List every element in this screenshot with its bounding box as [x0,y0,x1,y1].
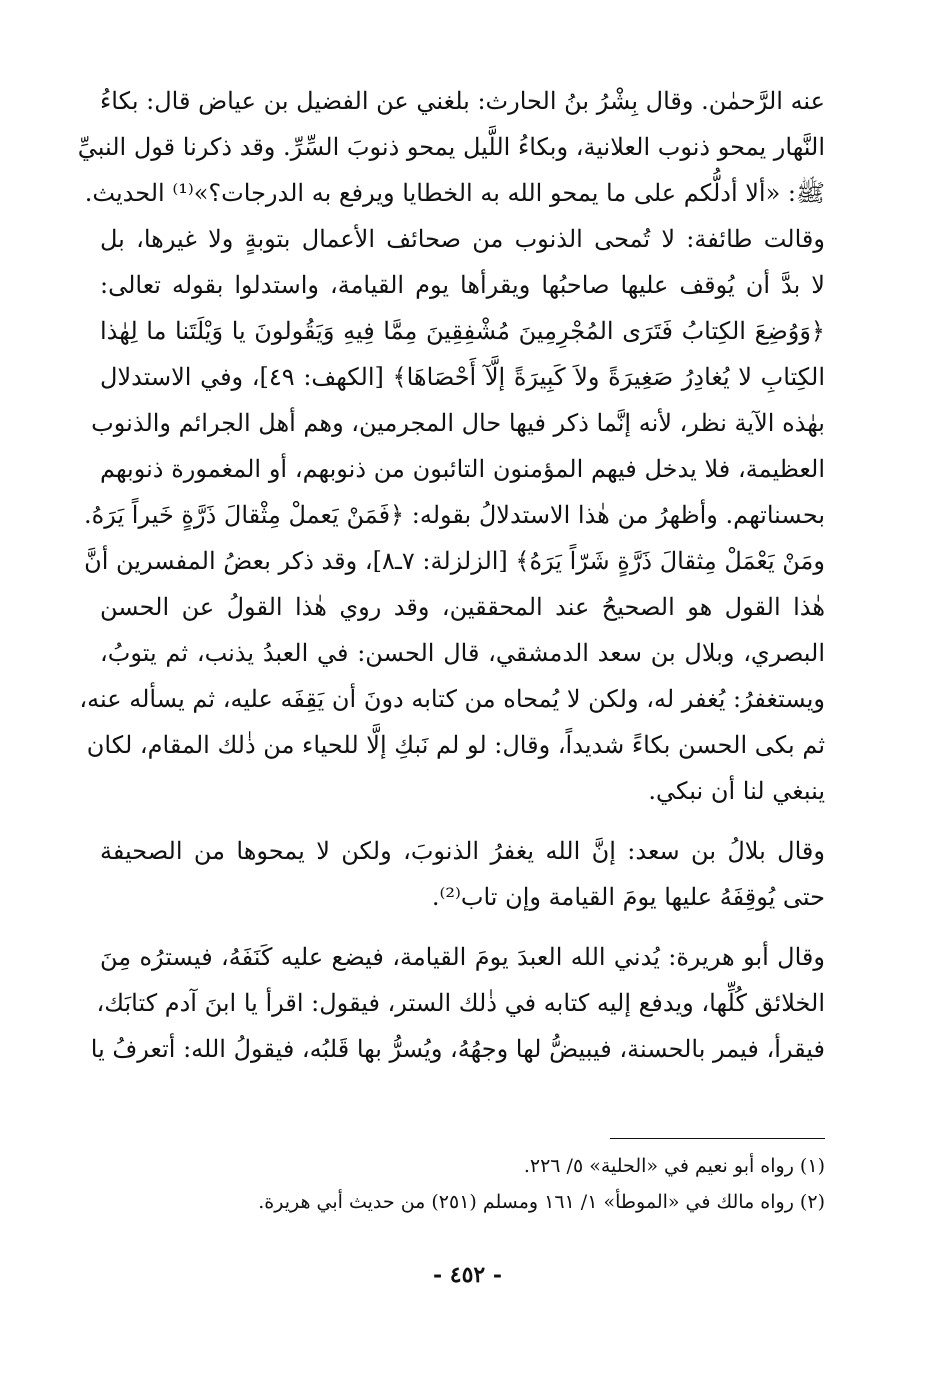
footnote-divider [610,1138,825,1139]
text-line: ثم بكى الحسن بكاءً شديداً، وقال: لو لم نَبكِ إلَّا للحياء من ذٰلك المقام، لكان [86,731,825,759]
text-line: البصري، وبلال بن سعد الدمشقي، قال الحسن: في العبدُ يذنب، ثم يتوبُ، [100,639,825,667]
text-line: النَّهار يمحو ذنوب العلانية، وبكاءُ اللَّيل يمحو ذنوبَ السِّرِّ. وقد ذكرنا قول النبيِّ [77,133,825,161]
text-line: ويستغفرُ: يُغفر له، ولكن لا يُمحاه من كتابه دونَ أن يَقِفَه عليه، ثم يسأله عنه، [79,685,825,713]
text-line: بحسناتهم. وأظهرُ من هٰذا الاستدلالُ بقوله: ﴿فَمَنْ يَعملْ مِثْقالَ ذَرَّةٍ خَيراً يَرَهُ. [84,501,825,529]
paragraph-1 [77,78,825,216]
text-line: عنه الرَّحمٰن. وقال بِشْرُ بنُ الحارث: بلغني عن الفضيل بن عياض قال: بكاءُ [99,87,825,115]
paragraph-4 [90,934,825,1072]
page-number: - ٤٥٢ - [432,1262,503,1288]
text-line: ومَنْ يَعْمَلْ مِثقالَ ذَرَّةٍ شَرّاً يَرَهُ﴾ [الزلزلة: ٧ـ٨]، وقد ذكر بعضُ المفسرين أنَّ [84,547,825,575]
paragraph-2 [79,216,825,814]
text-line: الخلائق كُلِّها، ويدفع إليه كتابه في ذٰلك الستر، فيقول: اقرأ يا ابنَ آدم كتابَك، [96,989,825,1017]
footnote-2: (٢) رواه مالك في «الموطأ» ١/ ١٦١ ومسلم (٢٥١) من حديث أبي هريرة. [258,1191,825,1213]
text-line: فيقرأ، فيمر بالحسنة، فيبيضُّ لها وجهُهُ، ويُسرُّ بها قَلبُه، فيقولُ الله: أتعرفُ يا [90,1035,825,1063]
text-line: العظيمة، فلا يدخل فيهم المؤمنون التائبون من ذنوبهم، أو المغمورة ذنوبهم [100,455,825,483]
text-line: وقالت طائفة: لا تُمحى الذنوب من صحائف الأعمال بتوبةٍ ولا غيرها، بل [100,225,825,253]
text-line: ﴿وَوُضِعَ الكِتابُ فَتَرَى المُجْرِمِينَ مُشْفِقِينَ مِمَّا فِيهِ وَيَقُولونَ يا وَيْلَتَنا ما لِهٰذا [100,317,825,345]
text-line: لا بدَّ أن يُوقف عليها صاحبُها ويقرأها يوم القيامة، واستدلوا بقوله تعالى: [100,271,825,299]
text-line: الكِتابِ لا يُغادِرُ صَغِيرَةً ولاَ كَبِيرَةً إلَّآ أَحْصَاهَا﴾ [الكهف: ٤٩]، وفي الاستدلال [100,363,825,391]
text-line: وقال بلالُ بن سعد: إنَّ الله يغفرُ الذنوبَ، ولكن لا يمحوها من الصحيفة [100,837,825,865]
footnote-1: (١) رواه أبو نعيم في «الحلية» ٥/ ٢٢٦. [523,1155,825,1177]
text-line: بهٰذه الآية نظر، لأنه إنَّما ذكر فيها حال المجرمين، وهم أهل الجرائم والذنوب [91,409,825,437]
text-line: حتى يُوقِفَهُ عليها يومَ القيامة وإن تاب⁽²⁾. [431,883,825,911]
text-line: ينبغي لنا أن نبكي. [648,777,825,805]
text-line: هٰذا القول هو الصحيحُ عند المحققين، وقد روي هٰذا القولُ عن الحسن [100,593,825,621]
text-line: ﷺ: «ألا أدلُّكم على ما يمحو الله به الخطايا ويرفع به الدرجات؟»⁽¹⁾ الحديث. [84,179,825,207]
page-body [77,78,825,1072]
text-line: وقال أبو هريرة: يُدني الله العبدَ يومَ القيامة، فيضع عليه كَنَفَهُ، فيسترُه مِنَ [100,943,825,971]
footnotes [100,1148,825,1220]
paragraph-3 [100,828,825,920]
